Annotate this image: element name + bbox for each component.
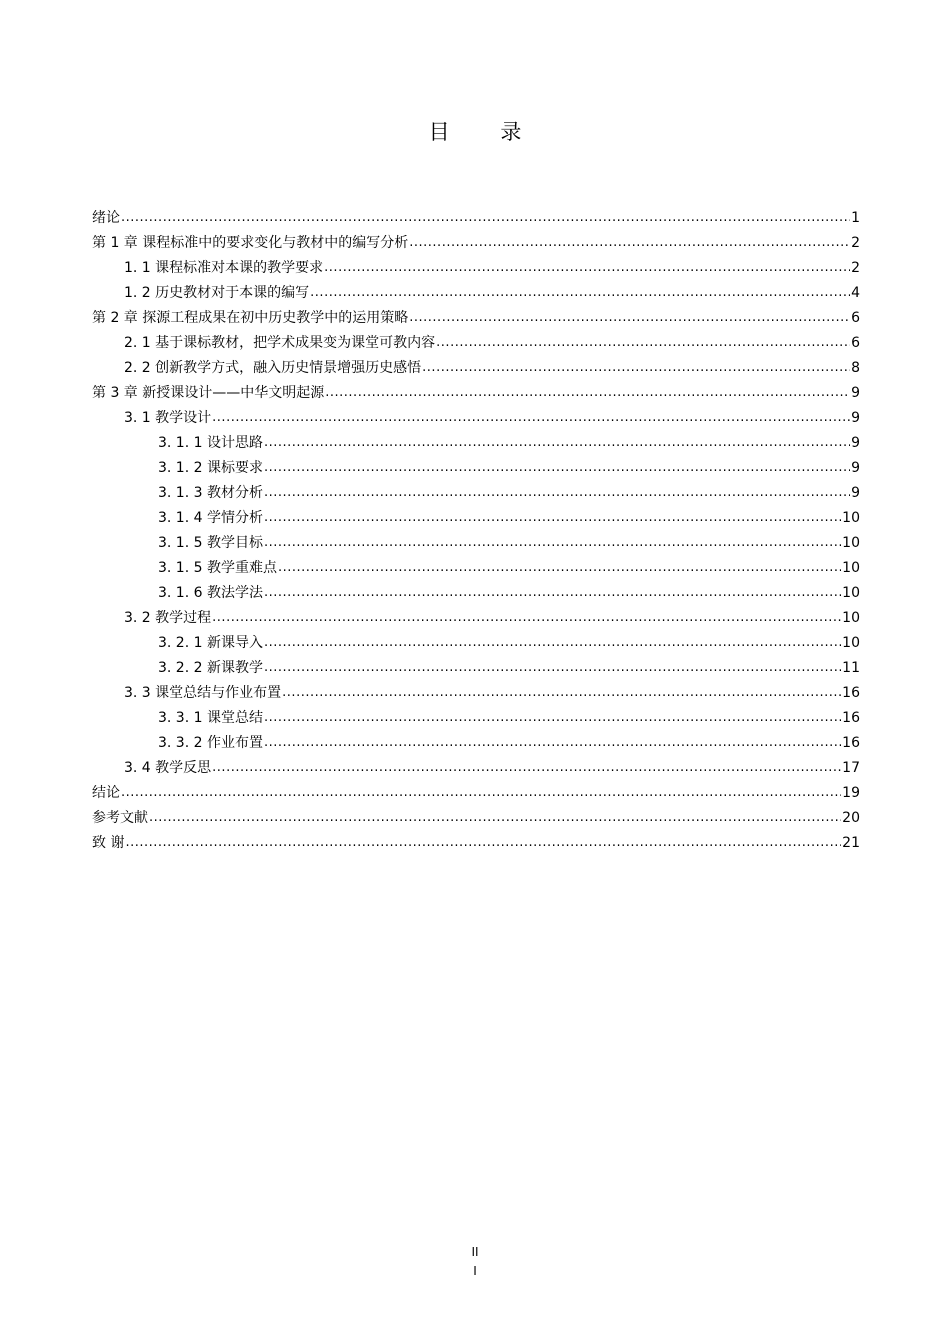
toc-dot-leader [325, 384, 850, 402]
toc-entry-page-number: 10 [842, 610, 860, 626]
toc-entry[interactable] [92, 502, 860, 527]
toc-entry-label: 3. 4 教学反思 [124, 760, 212, 776]
toc-entry-label: 3. 2. 1 新课导入 [158, 635, 263, 651]
toc-dot-leader [264, 434, 850, 452]
toc-entry-page-number: 19 [842, 785, 860, 801]
toc-entry-page-number: 2 [851, 235, 860, 251]
toc-entry-page-number: 16 [842, 735, 860, 751]
toc-entry-label: 3. 1. 6 教法学法 [158, 585, 263, 601]
toc-entry[interactable] [92, 652, 860, 677]
toc-entry[interactable] [92, 227, 860, 252]
toc-entry-page-number: 17 [842, 760, 860, 776]
toc-entry[interactable] [92, 302, 860, 327]
toc-entry-page-number: 20 [842, 810, 860, 826]
toc-entry[interactable] [92, 327, 860, 352]
toc-dot-leader [125, 834, 841, 852]
toc-entry-label: 3. 3. 2 作业布置 [158, 735, 263, 751]
toc-entry-page-number: 10 [842, 535, 860, 551]
toc-entry[interactable] [92, 577, 860, 602]
toc-entry[interactable] [92, 677, 860, 702]
toc-entry[interactable] [92, 602, 860, 627]
toc-dot-leader [121, 209, 850, 227]
toc-entry-page-number: 21 [842, 835, 860, 851]
toc-dot-leader [121, 784, 841, 802]
toc-dot-leader [264, 509, 841, 527]
toc-dot-leader [409, 309, 850, 327]
toc-entry[interactable] [92, 477, 860, 502]
toc-dot-leader [149, 809, 841, 827]
toc-entry-page-number: 9 [851, 460, 860, 476]
toc-dot-leader [212, 409, 850, 427]
toc-entry[interactable] [92, 552, 860, 577]
toc-dot-leader [264, 534, 841, 552]
toc-dot-leader [264, 659, 841, 677]
page-number-roman-lower: I [473, 1264, 477, 1278]
toc-entry-page-number: 9 [851, 435, 860, 451]
toc-entry[interactable] [92, 427, 860, 452]
toc-entry-label: 结论 [92, 785, 120, 801]
toc-dot-leader [212, 609, 841, 627]
toc-entry[interactable] [92, 377, 860, 402]
toc-entry-page-number: 8 [851, 360, 860, 376]
toc-entry[interactable] [92, 827, 860, 852]
toc-entry-label: 3. 1. 4 学情分析 [158, 510, 263, 526]
toc-entry[interactable] [92, 252, 860, 277]
toc-entry[interactable] [92, 352, 860, 377]
toc-entry-page-number: 9 [851, 485, 860, 501]
page-number-roman-upper: II [471, 1245, 479, 1259]
toc-dot-leader [264, 584, 841, 602]
toc-entry[interactable] [92, 202, 860, 227]
toc-entry[interactable] [92, 527, 860, 552]
toc-dot-leader [422, 359, 850, 377]
toc-dot-leader [264, 734, 841, 752]
toc-entry-page-number: 6 [851, 310, 860, 326]
toc-entry-page-number: 10 [842, 585, 860, 601]
toc-entry[interactable] [92, 627, 860, 652]
toc-entry-label: 第 1 章 课程标准中的要求变化与教材中的编写分析 [92, 235, 409, 251]
toc-entry[interactable] [92, 452, 860, 477]
toc-entry-label: 2. 1 基于课标教材，把学术成果变为课堂可教内容 [124, 335, 436, 351]
toc-entry-label: 3. 1. 5 教学重难点 [158, 560, 277, 576]
toc-dot-leader [436, 334, 850, 352]
toc-dot-leader [324, 259, 850, 277]
toc-dot-leader [264, 484, 850, 502]
toc-entry-label: 3. 1. 5 教学目标 [158, 535, 263, 551]
toc-entry-label: 3. 3 课堂总结与作业布置 [124, 685, 282, 701]
toc-entry-label: 致 谢 [92, 835, 125, 851]
toc-entry-page-number: 10 [842, 635, 860, 651]
toc-entry-label: 1. 2 历史教材对于本课的编写 [124, 285, 310, 301]
toc-entry-label: 3. 1 教学设计 [124, 410, 212, 426]
toc-entry-label: 3. 3. 1 课堂总结 [158, 710, 263, 726]
toc-dot-leader [264, 459, 850, 477]
toc-entry-label: 第 3 章 新授课设计——中华文明起源 [92, 385, 325, 401]
toc-dot-leader [409, 234, 850, 252]
toc-entry-page-number: 10 [842, 510, 860, 526]
toc-entry-page-number: 1 [851, 210, 860, 226]
toc-entry-page-number: 16 [842, 710, 860, 726]
page-title: 目 录 [428, 120, 544, 144]
toc-dot-leader [278, 559, 841, 577]
toc-entry[interactable] [92, 402, 860, 427]
toc-dot-leader [264, 709, 841, 727]
toc-dot-leader [282, 684, 841, 702]
toc-entry-label: 第 2 章 探源工程成果在初中历史教学中的运用策略 [92, 310, 409, 326]
toc-entry[interactable] [92, 702, 860, 727]
toc-entry-label: 3. 1. 2 课标要求 [158, 460, 263, 476]
toc-entry-label: 3. 2. 2 新课教学 [158, 660, 263, 676]
toc-entry-page-number: 6 [851, 335, 860, 351]
toc-entry-page-number: 4 [851, 285, 860, 301]
toc-entry-label: 2. 2 创新教学方式，融入历史情景增强历史感悟 [124, 360, 422, 376]
toc-entry-label: 3. 1. 3 教材分析 [158, 485, 263, 501]
toc-entry-label: 绪论 [92, 210, 120, 226]
toc-entry-label: 3. 1. 1 设计思路 [158, 435, 263, 451]
toc-dot-leader [212, 759, 841, 777]
table-of-contents [92, 202, 860, 852]
toc-entry[interactable] [92, 777, 860, 802]
toc-dot-leader [310, 284, 850, 302]
toc-entry-label: 3. 2 教学过程 [124, 610, 212, 626]
toc-entry-page-number: 9 [851, 410, 860, 426]
toc-entry-page-number: 16 [842, 685, 860, 701]
toc-entry-page-number: 9 [851, 385, 860, 401]
toc-entry[interactable] [92, 277, 860, 302]
toc-entry-page-number: 2 [851, 260, 860, 276]
toc-entry[interactable] [92, 802, 860, 827]
toc-entry-page-number: 11 [842, 660, 860, 676]
toc-dot-leader [264, 634, 841, 652]
toc-entry-page-number: 10 [842, 560, 860, 576]
toc-entry[interactable] [92, 752, 860, 777]
toc-entry-label: 1. 1 课程标准对本课的教学要求 [124, 260, 324, 276]
toc-entry[interactable] [92, 727, 860, 752]
toc-entry-label: 参考文献 [92, 810, 148, 826]
